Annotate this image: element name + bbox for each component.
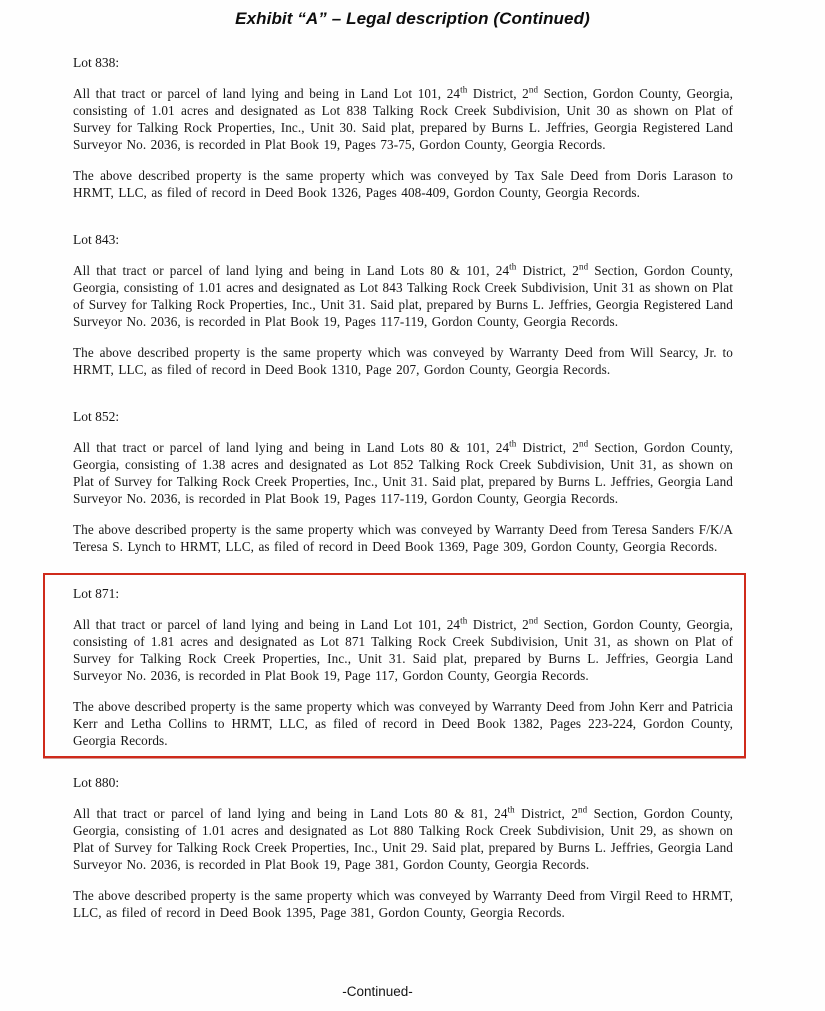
paragraph: All that tract or parcel of land lying and being in Land Lot 101, 24th District, 2nd Section, Gordon County, Georgia, consisting of 1.81 acres and designated as Lot 871 Talking Rock Creek Subdivision, Unit 31, as shown on Plat of Survey for Talking Rock Creek Properties, Inc., Unit 31. Said plat, prepared by Burns L. Jeffries, Georgia Land Surveyor No. 2036, is recorded in Plat Book 19, Page 117, Gordon County, Georgia Records. xyxy=(73,615,734,683)
lot-label: Lot 843: xyxy=(73,232,120,247)
lot-label: Lot 871: xyxy=(73,586,120,601)
paragraph: The above described property is the same property which was conveyed by Tax Sale Deed from Doris Larason to HRMT, LLC, as filed of record in Deed Book 1326, Pages 408-409, Gordon County, Georgia Records. xyxy=(73,168,733,200)
page-title: Exhibit “A” – Legal description (Continued) xyxy=(235,9,590,28)
lot-label: Lot 852: xyxy=(73,409,120,424)
paragraph: All that tract or parcel of land lying and being in Land Lots 80 & 81, 24th District, 2nd Section, Gordon County, Georgia, consisting of 1.01 acres and designated as Lot 880 Talking Rock Creek Subdivision, Unit 29, as shown on Plat of Survey for Talking Rock Creek Properties, Inc., Unit 29. Said plat, prepared by Burns L. Jeffries, Georgia Land Surveyor No. 2036, is recorded in Plat Book 19, Page 381, Gordon County, Georgia Records. xyxy=(73,804,733,872)
paragraph: All that tract or parcel of land lying and being in Land Lots 80 & 101, 24th District, 2nd Section, Gordon County, Georgia, consisting of 1.01 acres and designated as Lot 843 Talking Rock Creek Subdivision, Unit 31 as shown on Plat of Survey for Talking Rock Properties, Inc., Unit 31. Said plat, prepared by Burns L. Jeffries, Georgia Registered Land Surveyor No. 2036, is recorded in Plat Book 19, Pages 117-119, Gordon County, Georgia Records. xyxy=(73,261,733,329)
paragraph: The above described property is the same property which was conveyed by Warranty Deed from John Kerr and Patricia Kerr and Letha Collins to HRMT, LLC, as filed of record in Deed Book 1382, Pages 223-224, Gordon County, Georgia Records. xyxy=(73,699,733,748)
lot-section xyxy=(73,775,733,921)
paragraph: The above described property is the same property which was conveyed by Warranty Deed from Teresa Sanders F/K/A Teresa S. Lynch to HRMT, LLC, as filed of record in Deed Book 1369, Page 309, Gordon County, Georgia Records. xyxy=(73,522,733,554)
lot-section-highlighted xyxy=(73,586,733,749)
lot-label: Lot 838: xyxy=(73,55,120,70)
footer-continued: -Continued- xyxy=(342,984,413,999)
lot-section xyxy=(73,232,733,378)
lot-section xyxy=(73,409,733,555)
paragraph: The above described property is the same property which was conveyed by Warranty Deed from Will Searcy, Jr. to HRMT, LLC, as filed of record in Deed Book 1310, Page 207, Gordon County, Georgia Records. xyxy=(73,345,733,377)
lot-label: Lot 880: xyxy=(73,775,120,790)
paragraph: All that tract or parcel of land lying and being in Land Lots 80 & 101, 24th District, 2nd Section, Gordon County, Georgia, consisting of 1.38 acres and designated as Lot 852 Talking Rock Creek Subdivision, Unit 31, as shown on Plat of Survey for Talking Rock Creek Properties, Inc., Unit 31. Said plat, prepared by Burns L. Jeffries, Georgia Land Surveyor No. 2036, is recorded in Plat Book 19, Pages 117-119, Gordon County, Georgia Records. xyxy=(73,438,733,506)
paragraph: The above described property is the same property which was conveyed by Warranty Deed from Virgil Reed to HRMT, LLC, as filed of record in Deed Book 1395, Page 381, Gordon County, Georgia Records. xyxy=(73,888,733,920)
sections xyxy=(73,55,733,921)
paragraph: All that tract or parcel of land lying and being in Land Lot 101, 24th District, 2nd Section, Gordon County, Georgia, consisting of 1.01 acres and designated as Lot 838 Talking Rock Creek Subdivision, Unit 30 as shown on Plat of Survey for Talking Rock Properties, Inc., Unit 30. Said plat, prepared by Burns L. Jeffries, Georgia Registered Land Surveyor No. 2036, is recorded in Plat Book 19, Pages 73-75, Gordon County, Georgia Records. xyxy=(73,84,734,152)
lot-section xyxy=(73,55,733,201)
